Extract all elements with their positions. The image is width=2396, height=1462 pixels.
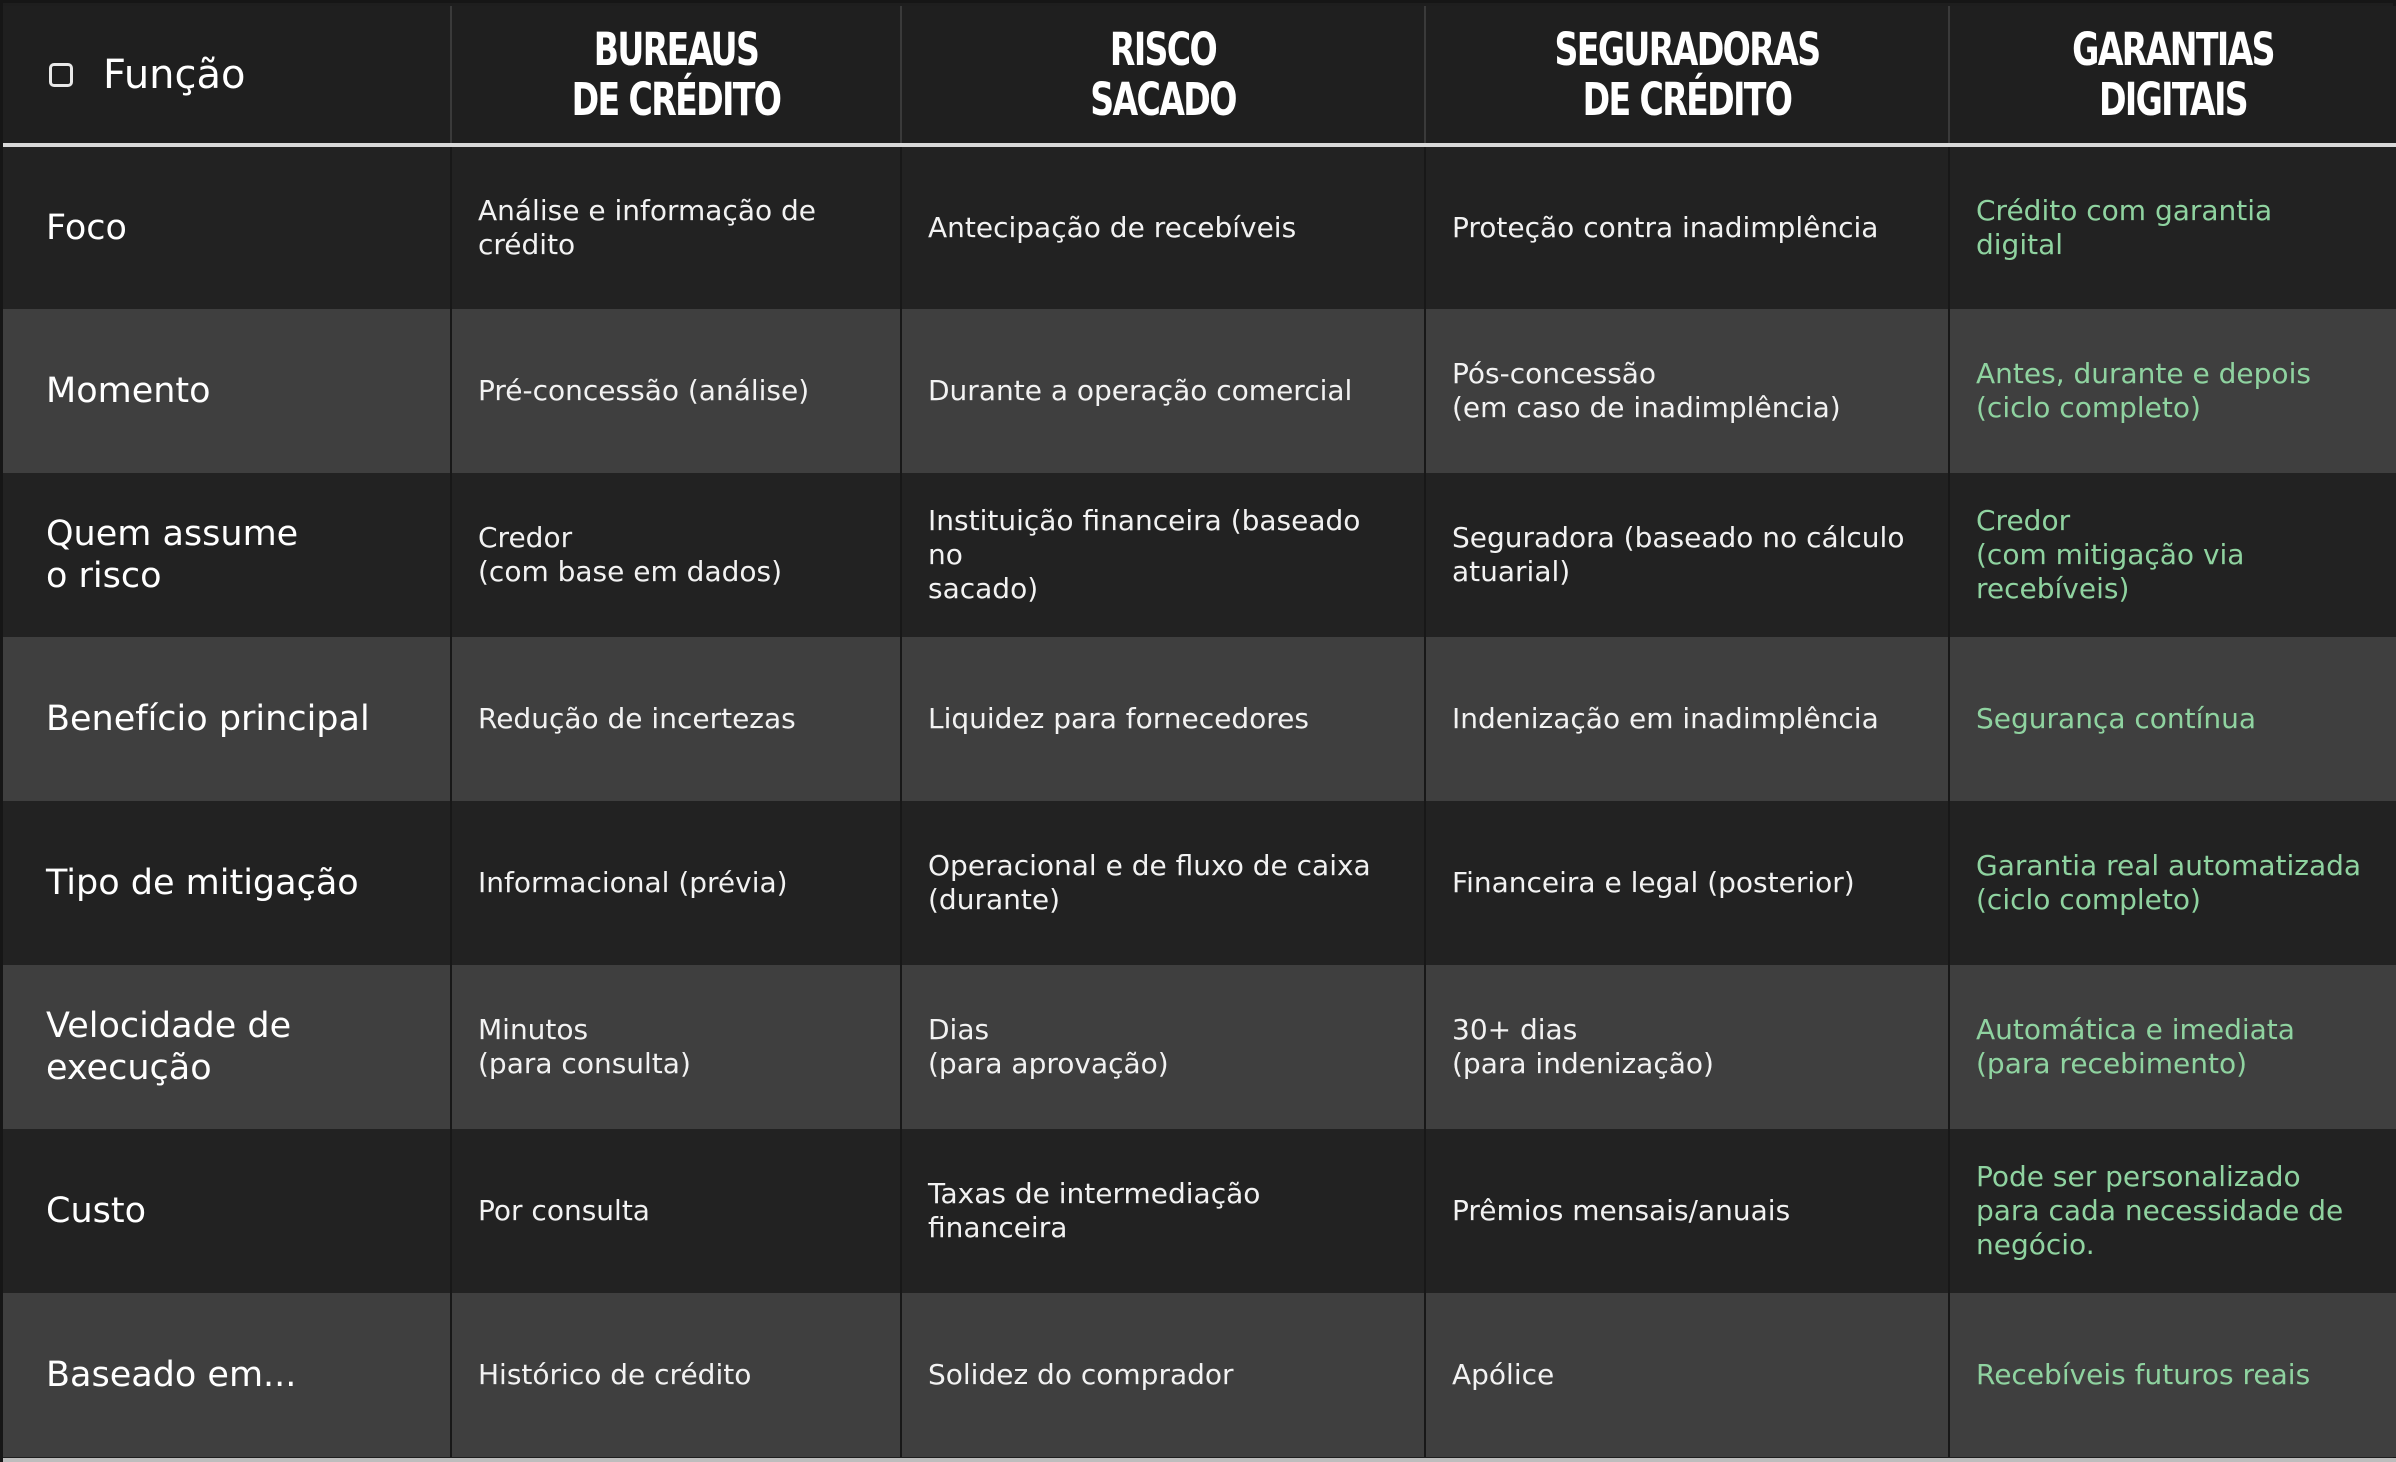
table-cell-highlight: Antes, durante e depois (ciclo completo) (1949, 309, 2396, 473)
row-label: Benefício principal (3, 637, 451, 801)
funcao-label: Função (103, 51, 246, 98)
table-cell-highlight: Pode ser personalizado para cada necessidade de negócio. (1949, 1129, 2396, 1293)
table-cell-highlight: Credor (com mitigação via recebíveis) (1949, 473, 2396, 637)
table-cell: 30+ dias (para indenização) (1425, 965, 1949, 1129)
table-cell-highlight: Recebíveis futuros reais (1949, 1293, 2396, 1457)
table-cell: Prêmios mensais/anuais (1425, 1129, 1949, 1293)
table-cell-highlight: Crédito com garantia digital (1949, 145, 2396, 309)
row-label: Foco (3, 145, 451, 309)
header-garantias-digitais (1949, 6, 2396, 145)
comparison-table (3, 6, 2396, 1457)
row-label: Velocidade de execução (3, 965, 451, 1129)
table-cell: Solidez do comprador (901, 1293, 1425, 1457)
table-cell: Por consulta (451, 1129, 901, 1293)
table-cell: Operacional e de fluxo de caixa (durante) (901, 801, 1425, 965)
row-label: Tipo de mitigação (3, 801, 451, 965)
checkbox-icon[interactable] (49, 63, 73, 87)
table-cell: Apólice (1425, 1293, 1949, 1457)
row-label: Momento (3, 309, 451, 473)
header-funcao (3, 6, 451, 145)
table-cell: Taxas de intermediação financeira (901, 1129, 1425, 1293)
bottom-divider (3, 1458, 2396, 1462)
column-title: GARANTIAS DIGITAIS (2072, 22, 2274, 126)
table-cell: Dias (para aprovação) (901, 965, 1425, 1129)
header-row (3, 6, 2396, 145)
table-row (3, 1129, 2396, 1293)
table-cell-highlight: Segurança contínua (1949, 637, 2396, 801)
table-row (3, 309, 2396, 473)
table-row (3, 637, 2396, 801)
table-cell: Análise e informação de crédito (451, 145, 901, 309)
table-cell: Seguradora (baseado no cálculo atuarial) (1425, 473, 1949, 637)
table-cell: Pré-concessão (análise) (451, 309, 901, 473)
header-bureaus (451, 6, 901, 145)
header-risco-sacado (901, 6, 1425, 145)
row-label: Custo (3, 1129, 451, 1293)
row-label: Baseado em... (3, 1293, 451, 1457)
table-cell: Indenização em inadimplência (1425, 637, 1949, 801)
column-title: SEGURADORAS DE CRÉDITO (1554, 22, 1820, 126)
table-cell: Durante a operação comercial (901, 309, 1425, 473)
table-cell: Credor (com base em dados) (451, 473, 901, 637)
table-cell: Redução de incertezas (451, 637, 901, 801)
table-row (3, 473, 2396, 637)
header-seguradoras (1425, 6, 1949, 145)
row-label: Quem assume o risco (3, 473, 451, 637)
table-row (3, 1293, 2396, 1457)
column-title: RISCO SACADO (1090, 22, 1236, 126)
table-row (3, 145, 2396, 309)
table-cell: Financeira e legal (posterior) (1425, 801, 1949, 965)
table-cell-highlight: Automática e imediata (para recebimento) (1949, 965, 2396, 1129)
table-row (3, 801, 2396, 965)
table-cell: Instituição financeira (baseado no sacado) (901, 473, 1425, 637)
table-cell: Antecipação de recebíveis (901, 145, 1425, 309)
table-cell: Minutos (para consulta) (451, 965, 901, 1129)
table-cell: Proteção contra inadimplência (1425, 145, 1949, 309)
table-row (3, 965, 2396, 1129)
table-cell: Pós-concessão (em caso de inadimplência) (1425, 309, 1949, 473)
table-cell: Informacional (prévia) (451, 801, 901, 965)
table-cell: Histórico de crédito (451, 1293, 901, 1457)
column-title: BUREAUS DE CRÉDITO (571, 22, 781, 126)
table-cell: Liquidez para fornecedores (901, 637, 1425, 801)
table-cell-highlight: Garantia real automatizada (ciclo completo) (1949, 801, 2396, 965)
